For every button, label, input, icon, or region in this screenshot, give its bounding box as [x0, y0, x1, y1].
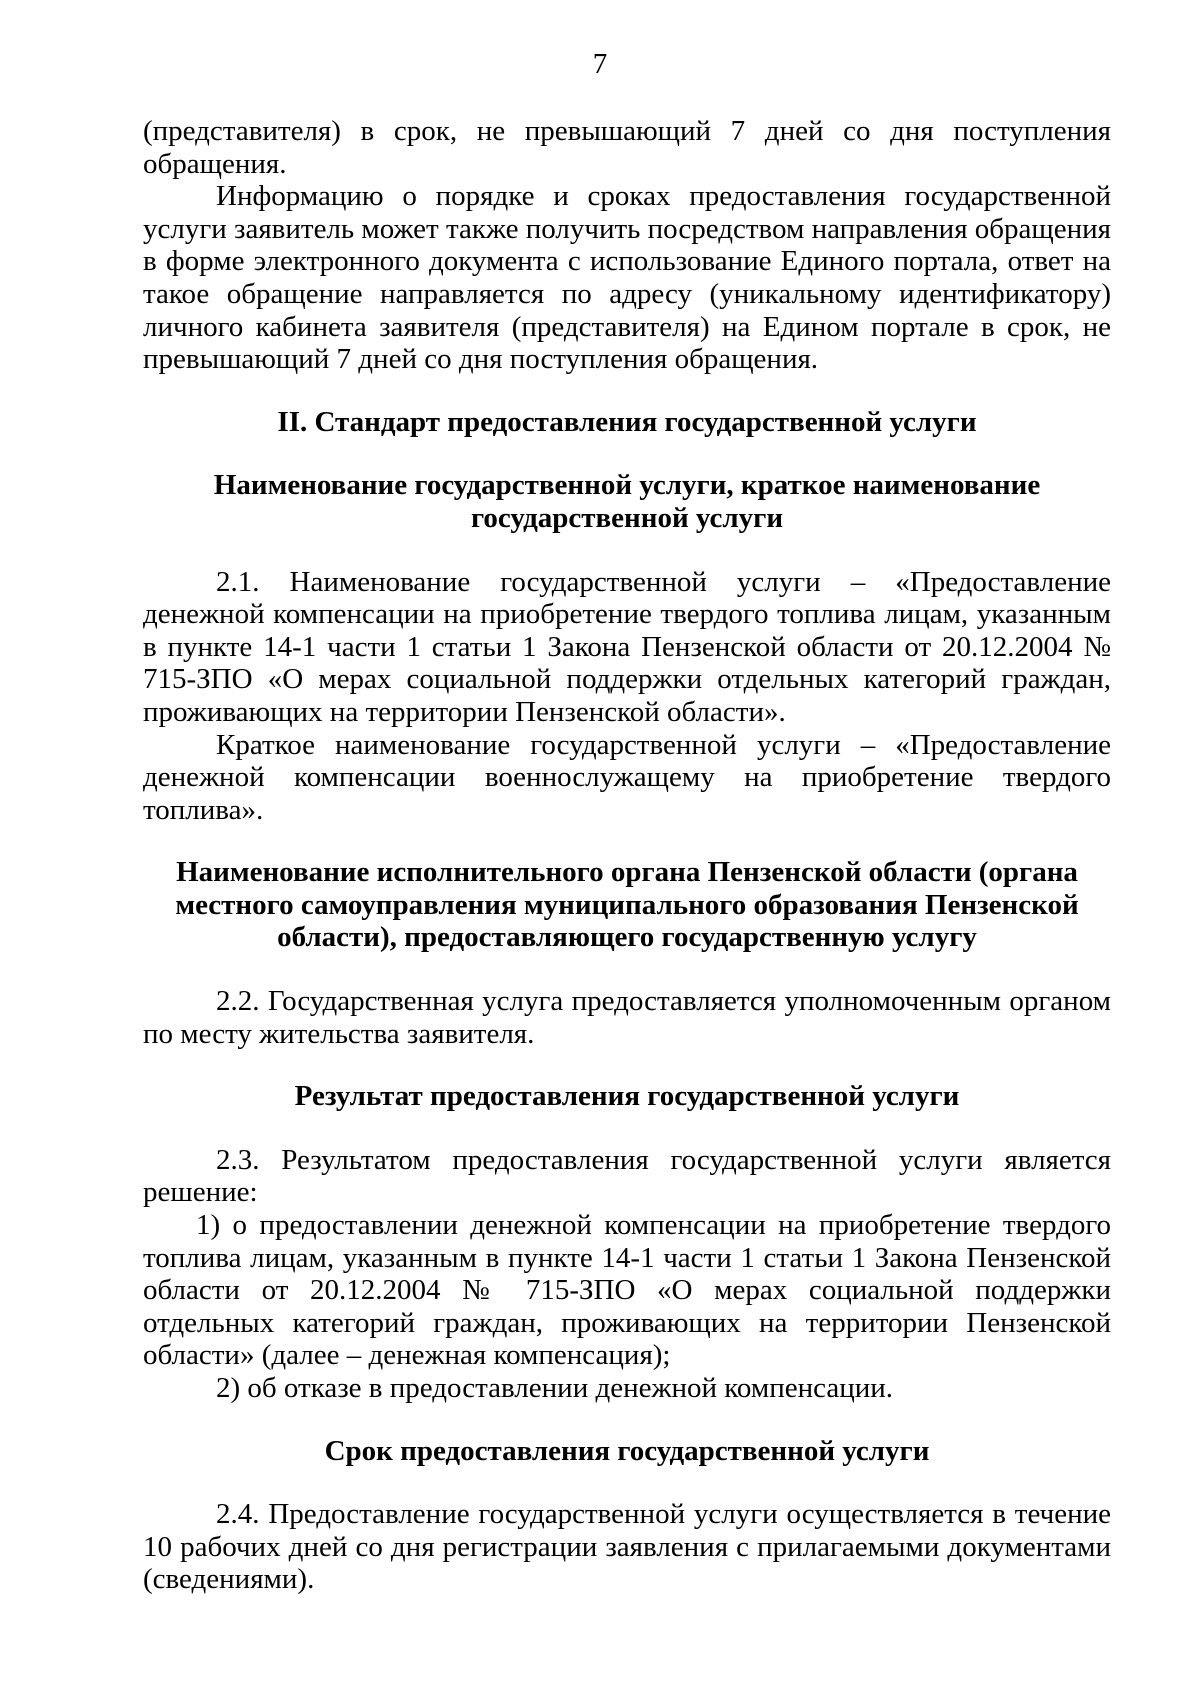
paragraph-2-4: 2.4. Предоставление государственной услуги осуществляется в течение 10 рабочих дней со дня регистрации заявления с прилагаемыми документами (сведениями).: [143, 1498, 1111, 1596]
subheading-service-name-line1: Наименование государственной услуги, краткое наименование: [213, 469, 1041, 502]
paragraph-2-2: 2.2. Государственная услуга предоставляется уполномоченным органом по месту жительства заявителя.: [143, 985, 1111, 1050]
list-item-decision-grant: 1) о предоставлении денежной компенсации на приобретение твердого топлива лицам, указанным в пункте 14-1 части 1 статьи 1 Закона Пензенской области от 20.12.2004 № 715-ЗПО «О мерах социальной поддержки отдельных категорий граждан, проживающих на территории Пензенской области» (далее – денежная компенсация);: [143, 1209, 1111, 1372]
section-heading: II. Стандарт предоставления государственной услуги: [277, 405, 977, 438]
paragraph-continuation: (представителя) в срок, не превышающий 7 дней со дня поступления обращения.: [143, 115, 1111, 180]
subheading-service-name-line2: государственной услуги: [470, 501, 784, 534]
page-number: 7: [592, 48, 608, 80]
subheading-organ-line3: области), предоставляющего государственную услугу: [277, 921, 977, 954]
subheading-term: Срок предоставления государственной услуги: [324, 1434, 930, 1467]
subheading-result: Результат предоставления государственной услуги: [294, 1080, 960, 1113]
subheading-organ-line1: Наименование исполнительного органа Пензенской области (органа: [176, 856, 1078, 889]
subheading-organ-line2: местного самоуправления муниципального образования Пензенской: [175, 888, 1079, 921]
paragraph-info-order: Информацию о порядке и сроках предоставления государственной услуги заявитель может также получить посредством направления обращения в форме электронного документа с использование Единого портала, ответ на такое обращение направляется по адресу (уникальному идентификатору) личного кабинета заявителя (представителя) на Едином портале в срок, не превышающий 7 дней со дня поступления обращения.: [143, 180, 1111, 376]
document-body: [143, 115, 1111, 1596]
paragraph-2-1: 2.1. Наименование государственной услуги – «Предоставление денежной компенсации на приобретение твердого топлива лицам, указанным в пункте 14-1 части 1 статьи 1 Закона Пензенской области от 20.12.2004 № 715-ЗПО «О мерах социальной поддержки отдельных категорий граждан, проживающих на территории Пензенской области».: [143, 565, 1111, 728]
list-item-decision-refusal: 2) об отказе в предоставлении денежной компенсации.: [216, 1372, 894, 1404]
paragraph-2-3: 2.3. Результатом предоставления государственной услуги является решение:: [143, 1143, 1111, 1209]
paragraph-short-name: Краткое наименование государственной услуги – «Предоставление денежной компенсации военнослужащему на приобретение твердого топлива».: [143, 728, 1111, 826]
